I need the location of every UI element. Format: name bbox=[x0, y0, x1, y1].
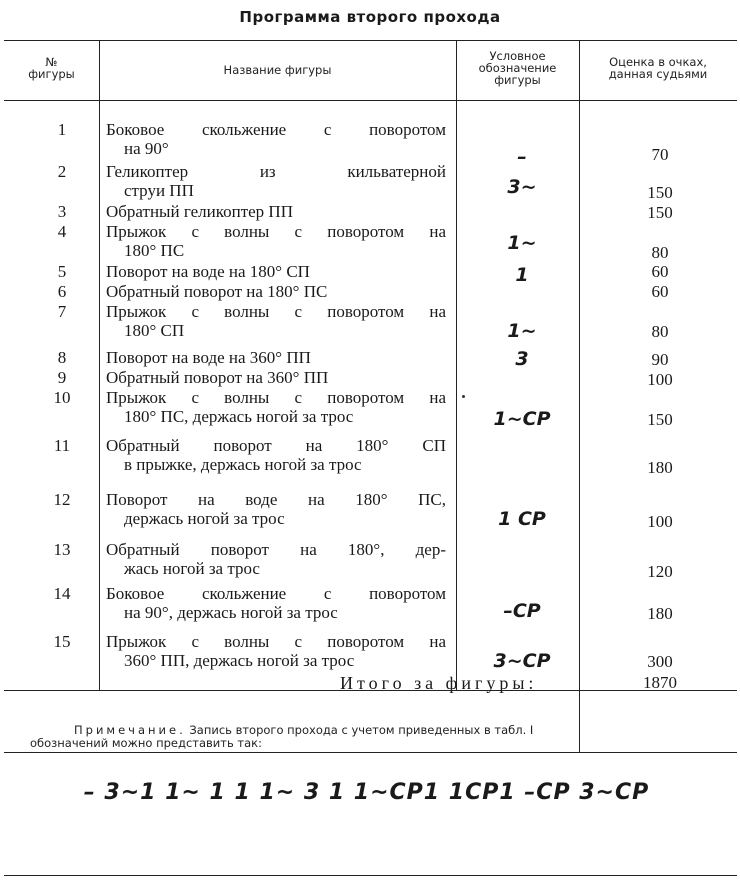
row-symbol: –СР bbox=[503, 600, 541, 622]
row-score: 180 bbox=[647, 604, 673, 623]
row-symbol: 3~СР bbox=[493, 650, 551, 672]
row-score: 150 bbox=[647, 183, 673, 202]
note-formula: – 3~1 1~ 1 1 1~ 3 1 1~СР1 1СР1 –СР 3~СР bbox=[83, 780, 650, 805]
row-number: 5 bbox=[57, 262, 67, 281]
row-score: 100 bbox=[647, 512, 673, 531]
row-name bbox=[106, 120, 446, 158]
row-name-line-2: 180° СП bbox=[124, 321, 185, 340]
col-rule-2 bbox=[456, 40, 457, 690]
row-score: 120 bbox=[647, 562, 673, 581]
note bbox=[30, 724, 710, 750]
row-score: 90 bbox=[651, 350, 669, 369]
row-score: 70 bbox=[651, 145, 669, 164]
row-symbol: 1 СР bbox=[498, 508, 546, 530]
row-name-line-1: Обратный поворот на 180°, дер- bbox=[106, 540, 446, 559]
row-score: 150 bbox=[647, 203, 673, 222]
row-name-line-2: 180° ПС, держась ногой за трос bbox=[124, 407, 354, 426]
header-score: Оценка в очках, данная судьями bbox=[608, 55, 708, 81]
note-lead: Примечание. bbox=[74, 723, 186, 737]
row-number: 10 bbox=[53, 388, 71, 407]
row-name bbox=[106, 368, 446, 387]
total-value: 1870 bbox=[643, 673, 677, 692]
header-rule bbox=[4, 100, 737, 101]
col-rule-3 bbox=[579, 40, 580, 752]
row-score: 60 bbox=[651, 282, 669, 301]
row-symbol: 1~ bbox=[507, 320, 537, 342]
row-name-line-1: Прыжок с волны с поворотом на bbox=[106, 388, 446, 407]
row-name-line-2: на 90° bbox=[124, 139, 169, 158]
row-score: 60 bbox=[651, 262, 669, 281]
row-symbol: 3 bbox=[515, 348, 529, 370]
row-number: 14 bbox=[53, 584, 71, 603]
row-number: 7 bbox=[57, 302, 67, 321]
page-title: Программа второго прохода bbox=[239, 8, 501, 26]
row-name bbox=[106, 348, 446, 367]
row-score: 80 bbox=[651, 243, 669, 262]
row-name bbox=[106, 584, 446, 622]
row-number: 9 bbox=[57, 368, 67, 387]
row-name-line-2: в прыжке, держась ногой за трос bbox=[124, 455, 362, 474]
row-name bbox=[106, 436, 446, 474]
row-name-line-1: Прыжок с волны с поворотом на bbox=[106, 302, 446, 321]
row-symbol: 3~ bbox=[507, 176, 537, 198]
row-name bbox=[106, 388, 446, 426]
row-number: 15 bbox=[53, 632, 71, 651]
row-symbol: – bbox=[517, 146, 527, 168]
header-symbol: Условное обозначение фигуры bbox=[478, 49, 557, 87]
header-num: № фигуры bbox=[28, 55, 75, 81]
row-name-line-2: 360° ПП, держась ногой за трос bbox=[124, 651, 355, 670]
col-rule-1b bbox=[99, 100, 100, 690]
row-number: 4 bbox=[57, 222, 67, 241]
row-name bbox=[106, 490, 446, 528]
row-name-line-1: Поворот на воде на 180° СП bbox=[106, 262, 310, 281]
row-name-line-1: Обратный поворот на 180° ПС bbox=[106, 282, 328, 301]
row-number: 6 bbox=[57, 282, 67, 301]
row-name-line-1: Геликоптер из кильватерной bbox=[106, 162, 446, 181]
row-name bbox=[106, 262, 446, 281]
row-name-line-1: Боковое скольжение с поворотом bbox=[106, 584, 446, 603]
row-name-line-2: жась ногой за трос bbox=[124, 559, 260, 578]
row-name-line-2: на 90°, держась ногой за трос bbox=[124, 603, 338, 622]
row-name-line-1: Обратный геликоптер ПП bbox=[106, 202, 293, 221]
row-name-line-1: Прыжок с волны с поворотом на bbox=[106, 632, 446, 651]
row-score: 100 bbox=[647, 370, 673, 389]
table-bottom-rule bbox=[4, 875, 737, 876]
row-name bbox=[106, 540, 446, 578]
note-text-2: обозначений можно представить так: bbox=[30, 736, 262, 750]
row-name-line-1: Обратный поворот на 360° ПП bbox=[106, 368, 329, 387]
row-symbol: 1 bbox=[515, 264, 529, 286]
row-name bbox=[106, 632, 446, 670]
row-name bbox=[106, 162, 446, 200]
row-number: 12 bbox=[53, 490, 71, 509]
row-score: 150 bbox=[647, 410, 673, 429]
stray-dot bbox=[462, 395, 465, 398]
row-score: 300 bbox=[647, 652, 673, 671]
row-score: 80 bbox=[651, 322, 669, 341]
row-name-line-1: Поворот на воде на 180° ПС, bbox=[106, 490, 446, 509]
row-number: 2 bbox=[57, 162, 67, 181]
row-name bbox=[106, 282, 446, 301]
row-name-line-2: 180° ПС bbox=[124, 241, 185, 260]
header-name: Название фигуры bbox=[223, 63, 332, 77]
row-name bbox=[106, 302, 446, 340]
row-name bbox=[106, 202, 446, 221]
row-symbol: 1~СР bbox=[493, 408, 551, 430]
row-number: 1 bbox=[57, 120, 67, 139]
row-name-line-1: Боковое скольжение с поворотом bbox=[106, 120, 446, 139]
row-name-line-1: Поворот на воде на 360° ПП bbox=[106, 348, 311, 367]
row-score: 180 bbox=[647, 458, 673, 477]
table-top-rule bbox=[4, 40, 737, 41]
note-text-1: Запись второго прохода с учетом приведенных в табл. I bbox=[189, 723, 534, 737]
total-rule bbox=[4, 752, 737, 753]
row-name-line-1: Прыжок с волны с поворотом на bbox=[106, 222, 446, 241]
total-label: Итого за фигуры: bbox=[340, 673, 538, 693]
row-number: 8 bbox=[57, 348, 67, 367]
row-number: 3 bbox=[57, 202, 67, 221]
row-number: 11 bbox=[53, 436, 71, 455]
row-number: 13 bbox=[53, 540, 71, 559]
row-name bbox=[106, 222, 446, 260]
row-name-line-2: держась ногой за трос bbox=[124, 509, 285, 528]
row-name-line-1: Обратный поворот на 180° СП bbox=[106, 436, 446, 455]
row-name-line-2: струи ПП bbox=[124, 181, 194, 200]
row-symbol: 1~ bbox=[507, 232, 537, 254]
